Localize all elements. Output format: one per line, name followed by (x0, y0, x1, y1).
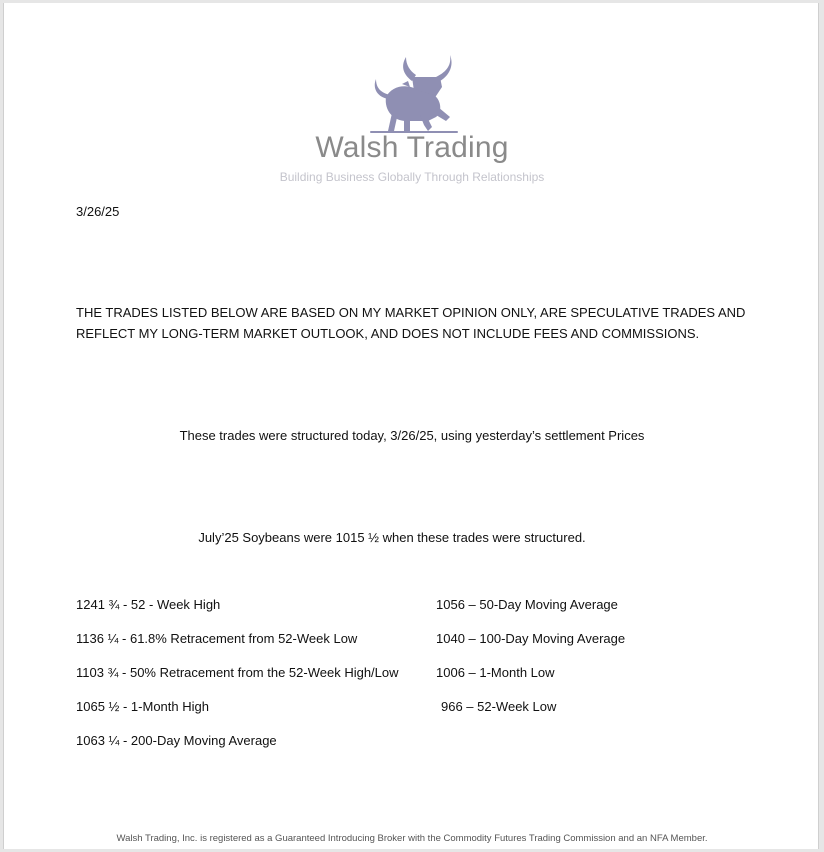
level-item: 1065 ½ - 1-Month High (76, 699, 209, 714)
brand-name: Walsh Trading (315, 131, 509, 164)
document-date: 3/26/25 (76, 204, 120, 219)
level-item: 1241 ¾ - 52 - Week High (76, 597, 221, 612)
disclaimer-line-2: REFLECT MY LONG-TERM MARKET OUTLOOK, AND DOES NOT INCLUDE FEES AND COMMISSIONS. (76, 326, 700, 341)
market-note: July’25 Soybeans were 1015 ½ when these trades were structured. (198, 530, 586, 545)
brand-tagline: Building Business Globally Through Relationships (279, 170, 545, 184)
level-item: 1056 – 50-Day Moving Average (436, 597, 618, 612)
level-item: 1103 ¾ - 50% Retracement from the 52-Week High/Low (76, 665, 399, 680)
footer-disclaimer: Walsh Trading, Inc. is registered as a Guaranteed Introducing Broker with the Commodity Futures Trading Commission and an NFA Member. (116, 833, 708, 844)
level-item: 1063 ¼ - 200-Day Moving Average (76, 733, 277, 748)
document-page (3, 3, 819, 849)
level-item: 1136 ¼ - 61.8% Retracement from 52-Week Low (76, 631, 358, 646)
disclaimer-line-1: THE TRADES LISTED BELOW ARE BASED ON MY MARKET OPINION ONLY, ARE SPECULATIVE TRADES AND (76, 305, 746, 320)
bull-logo-icon (362, 51, 466, 135)
level-item: 1040 – 100-Day Moving Average (436, 631, 626, 646)
structured-note: These trades were structured today, 3/26/25, using yesterday’s settlement Prices (179, 428, 645, 443)
level-item: 966 – 52-Week Low (441, 699, 557, 714)
level-item: 1006 – 1-Month Low (436, 665, 555, 680)
